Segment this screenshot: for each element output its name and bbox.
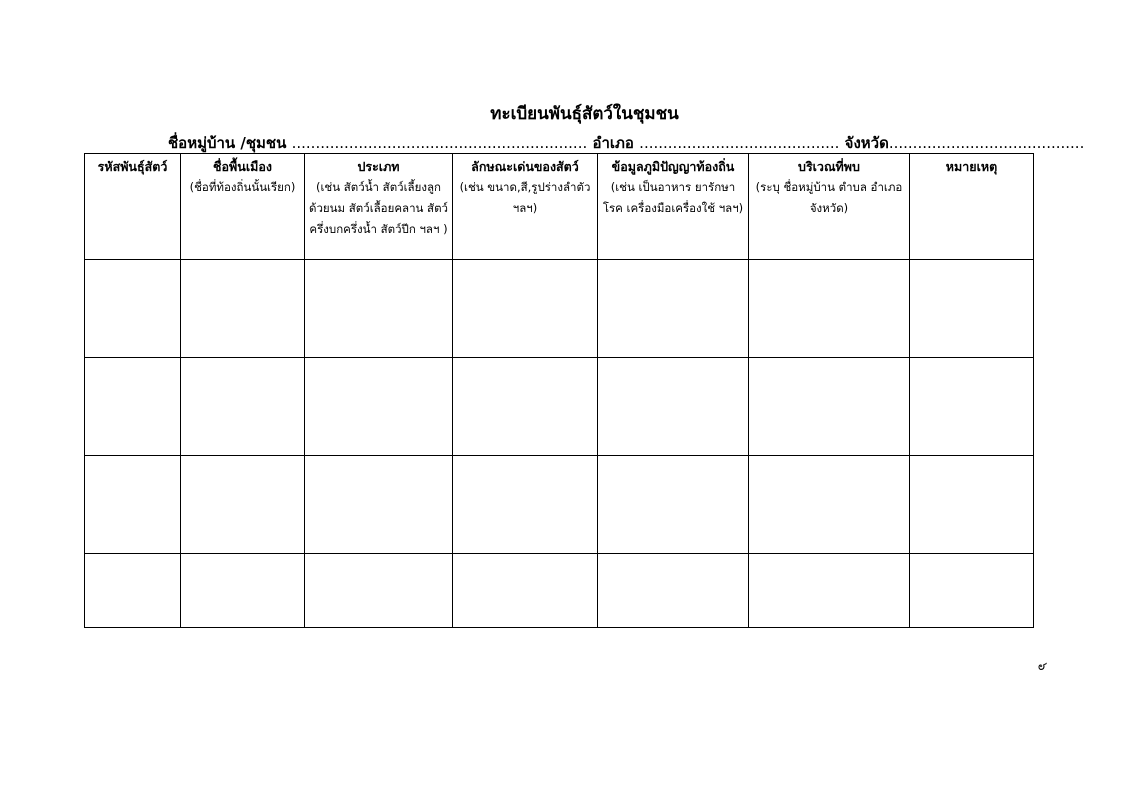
header-location-found: บริเวณที่พบ (ระบุ ชื่อหมู่บ้าน ตำบล อำเภอ จังหวัด) — [749, 154, 910, 260]
table-cell[interactable] — [181, 554, 305, 628]
header-local-wisdom: ข้อมูลภูมิปัญญาท้องถิ่น (เช่น เป็นอาหาร ยารักษาโรค เครื่องมือเครื่องใช้ ฯลฯ) — [598, 154, 749, 260]
table-row — [85, 358, 1034, 456]
table-cell[interactable] — [749, 554, 910, 628]
table-cell[interactable] — [749, 260, 910, 358]
table-cell[interactable] — [85, 554, 181, 628]
table-cell[interactable] — [181, 260, 305, 358]
village-label: ชื่อหมู่บ้าน /ชุมชน — [168, 134, 287, 152]
table-row — [85, 456, 1034, 554]
table-row — [85, 554, 1034, 628]
table-cell[interactable] — [181, 456, 305, 554]
district-fill-line: .......................................... — [639, 134, 840, 152]
header-type: ประเภท (เช่น สัตว์น้ำ สัตว์เลี้ยงลูกด้วยนม สัตว์เลื้อยคลาน สัตว์ครึ่งบกครึ่งน้ำ สัตว์ปีก ฯลฯ ) — [305, 154, 453, 260]
table-cell[interactable] — [598, 358, 749, 456]
table-cell[interactable] — [910, 456, 1034, 554]
table-cell[interactable] — [910, 358, 1034, 456]
location-line — [168, 131, 1084, 155]
table-row — [85, 260, 1034, 358]
header-remarks: หมายเหตุ — [910, 154, 1034, 260]
header-species-code: รหัสพันธุ์สัตว์ — [85, 154, 181, 260]
province-fill-line: ......................................... — [888, 134, 1085, 152]
table-cell[interactable] — [910, 260, 1034, 358]
table-cell[interactable] — [305, 554, 453, 628]
table-cell[interactable] — [598, 456, 749, 554]
table-cell[interactable] — [453, 358, 598, 456]
village-fill-line: .............................................................. — [291, 134, 588, 152]
page-title: ทะเบียนพันธุ์สัตว์ในชุมชน — [490, 104, 679, 124]
table-cell[interactable] — [305, 456, 453, 554]
table-cell[interactable] — [453, 260, 598, 358]
animal-registry-table — [84, 153, 1034, 628]
table-cell[interactable] — [181, 358, 305, 456]
province-label: จังหวัด — [844, 134, 889, 152]
table-cell[interactable] — [85, 456, 181, 554]
table-cell[interactable] — [305, 260, 453, 358]
table-cell[interactable] — [85, 358, 181, 456]
header-local-name: ชื่อพื้นเมือง (ชื่อที่ท้องถิ่นนั้นเรียก) — [181, 154, 305, 260]
table-cell[interactable] — [910, 554, 1034, 628]
table-cell[interactable] — [453, 456, 598, 554]
table-cell[interactable] — [749, 456, 910, 554]
page-number: ๖ — [1034, 662, 1050, 671]
header-characteristics: ลักษณะเด่นของสัตว์ (เช่น ขนาด,สี,รูปร่างลำตัว ฯลฯ) — [453, 154, 598, 260]
table-cell[interactable] — [453, 554, 598, 628]
table-cell[interactable] — [598, 260, 749, 358]
table-header-row — [85, 154, 1034, 260]
table-cell[interactable] — [305, 358, 453, 456]
table-cell[interactable] — [598, 554, 749, 628]
table-cell[interactable] — [85, 260, 181, 358]
district-label: อำเภอ — [592, 134, 634, 152]
table-cell[interactable] — [749, 358, 910, 456]
